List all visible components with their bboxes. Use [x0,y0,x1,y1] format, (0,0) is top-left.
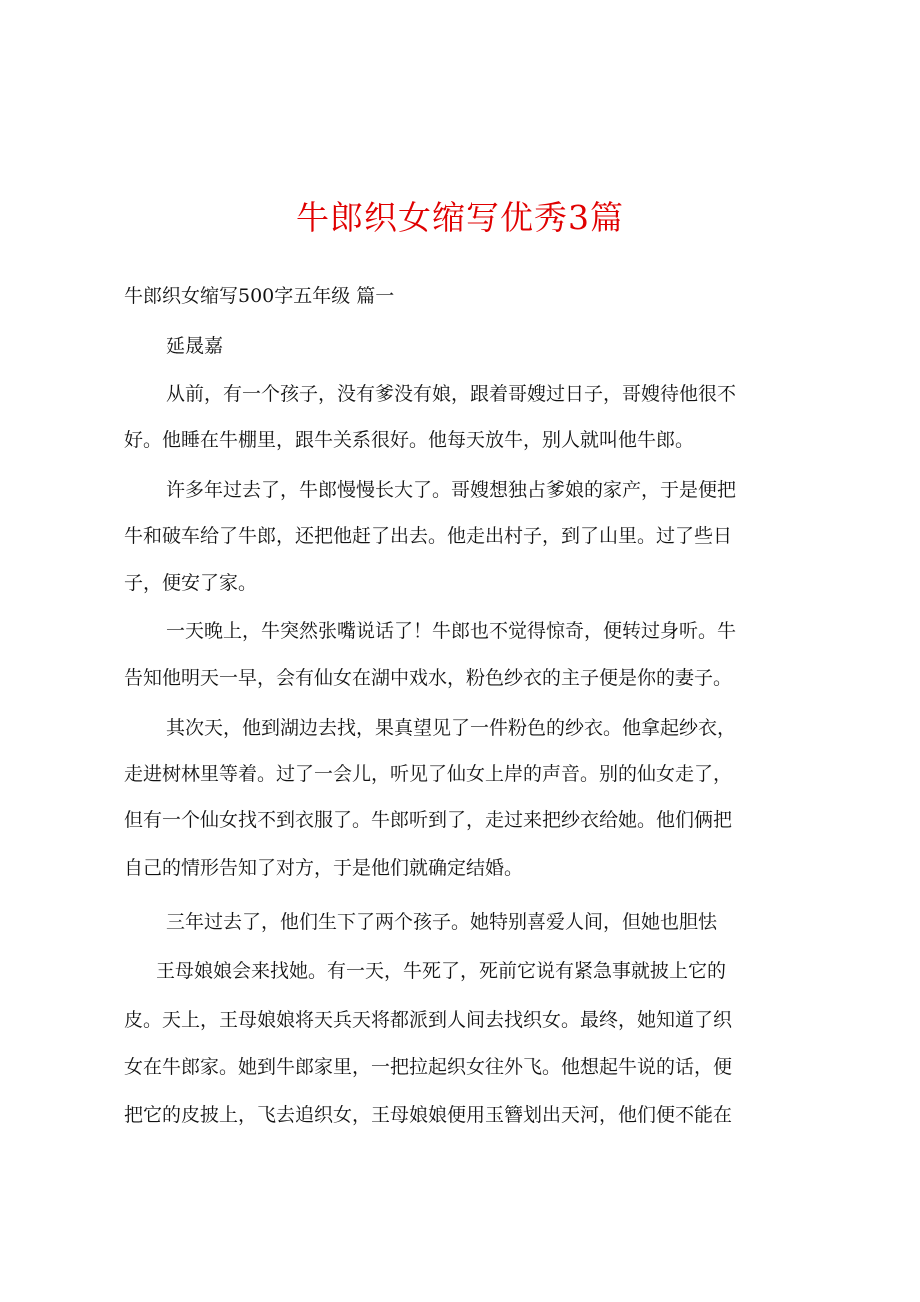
section-heading: 牛郎织女缩写500字五年级 篇一 [124,285,395,307]
paragraph-line: 其次天，他到湖边去找，果真望见了一件粉色的纱衣。他拿起纱衣， [166,717,737,739]
paragraph-line: 告知他明天一早，会有仙女在湖中戏水，粉色纱衣的主子便是你的妻子。 [124,667,733,689]
paragraph-line: 一天晚上，牛突然张嘴说话了！牛郎也不觉得惊奇，便转过身听。牛 [166,620,737,642]
paragraph-line: 许多年过去了，牛郎慢慢长大了。哥嫂想独占爹娘的家产，于是便把 [166,479,737,501]
paragraph-line: 三年过去了，他们生下了两个孩子。她特别喜爱人间，但她也胆怯 [166,911,718,933]
document-title: 牛郎织女缩写优秀3篇 [296,198,624,237]
paragraph-line: 皮。天上，王母娘娘将天兵天将都派到人间去找织女。最终，她知道了织 [124,1009,733,1031]
paragraph-line: 走进树林里等着。过了一会儿，听见了仙女上岸的声音。别的仙女走了， [124,763,733,785]
paragraph-line: 好。他睡在牛棚里，跟牛关系很好。他每天放牛，别人就叫他牛郎。 [124,429,695,451]
paragraph-line: 牛和破车给了牛郎，还把他赶了出去。他走出村子，到了山里。过了些日 [124,525,733,547]
paragraph-line: 女在牛郎家。她到牛郎家里，一把拉起织女往外飞。他想起牛说的话，便 [124,1056,733,1078]
paragraph-line: 王母娘娘会来找她。有一天，牛死了，死前它说有紧急事就披上它的 [156,960,727,982]
paragraph-line: 把它的皮披上，飞去追织女，王母娘娘便用玉簪划出天河，他们便不能在 [124,1104,733,1126]
paragraph-line: 子，便安了家。 [124,572,258,594]
paragraph-line: 从前，有一个孩子，没有爹没有娘，跟着哥嫂过日子，哥嫂待他很不 [166,383,737,405]
paragraph-line: 自己的情形告知了对方，于是他们就确定结婚。 [124,857,524,879]
author-name: 延晟嘉 [166,335,224,357]
paragraph-line: 但有一个仙女找不到衣服了。牛郎听到了，走过来把纱衣给她。他们俩把 [124,809,733,831]
